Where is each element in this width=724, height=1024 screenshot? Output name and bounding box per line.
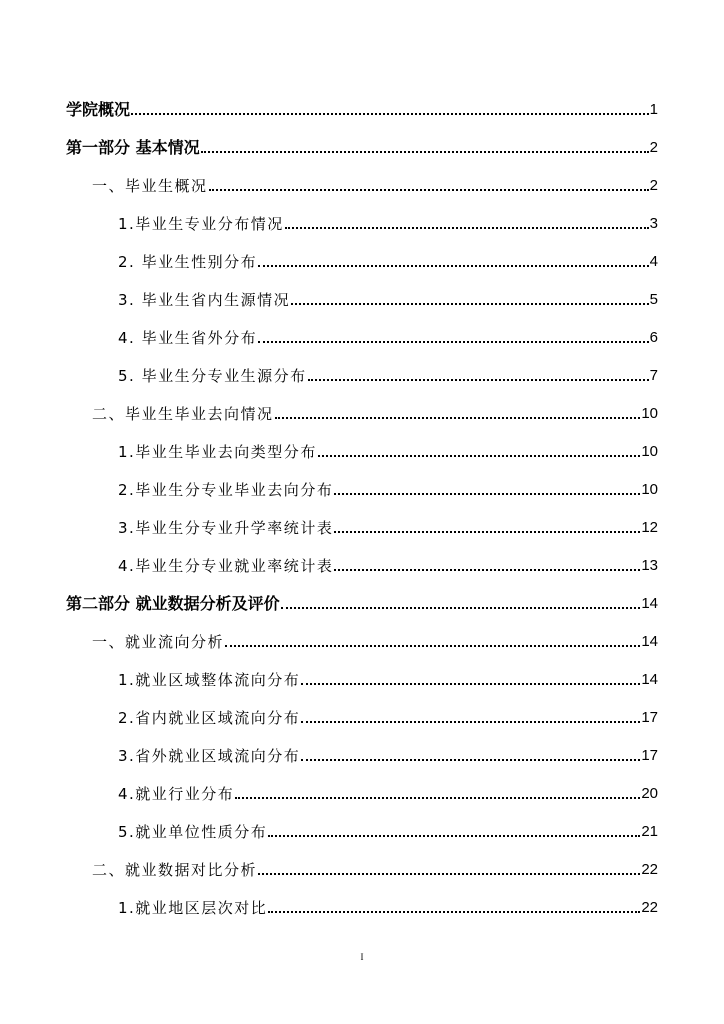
dot-leader bbox=[318, 455, 640, 457]
dot-leader bbox=[201, 151, 649, 153]
dot-leader bbox=[131, 113, 649, 115]
toc-entry-title: 1.毕业生毕业去向类型分布 bbox=[118, 443, 317, 461]
toc-entry-page: 5 bbox=[649, 291, 658, 308]
toc-entry-page: 2 bbox=[649, 177, 658, 194]
dot-leader bbox=[301, 759, 640, 761]
toc-entry-title: 2. 毕业生性别分布 bbox=[118, 253, 258, 271]
toc-entry-graduate-overview[interactable] bbox=[92, 172, 658, 196]
toc-entry-employer-type-distribution[interactable] bbox=[118, 818, 658, 842]
dot-leader bbox=[275, 417, 641, 419]
toc-entry-page: 22 bbox=[641, 861, 658, 878]
toc-entry-title: 1.毕业生专业分布情况 bbox=[118, 215, 284, 233]
dot-leader bbox=[209, 189, 649, 191]
toc-entry-title: 学院概况 bbox=[66, 100, 131, 119]
toc-entry-page: 6 bbox=[649, 329, 658, 346]
toc-entry-destination-types[interactable] bbox=[118, 438, 658, 462]
toc-entry-title: 2.毕业生分专业毕业去向分布 bbox=[118, 481, 334, 499]
toc-entry-title: 二、就业数据对比分析 bbox=[92, 861, 258, 879]
toc-entry-title: 5.就业单位性质分布 bbox=[118, 823, 268, 841]
dot-leader bbox=[268, 835, 640, 837]
toc-entry-page: 10 bbox=[641, 481, 658, 498]
toc-entry-page: 2 bbox=[649, 139, 658, 156]
toc-entry-page: 7 bbox=[649, 367, 658, 384]
dot-leader bbox=[291, 303, 649, 305]
dot-leader bbox=[301, 721, 640, 723]
toc-entry-overall-regional-flow[interactable] bbox=[118, 666, 658, 690]
toc-entry-part-two[interactable] bbox=[66, 590, 658, 614]
toc-entry-employment-rate[interactable] bbox=[118, 552, 658, 576]
toc-entry-title: 4. 毕业生省外分布 bbox=[118, 329, 258, 347]
toc-entry-industry-distribution[interactable] bbox=[118, 780, 658, 804]
toc-entry-page: 22 bbox=[641, 899, 658, 916]
toc-entry-source-by-major[interactable] bbox=[118, 362, 658, 386]
toc-entry-graduate-destinations[interactable] bbox=[92, 400, 658, 424]
toc-entry-title: 4.就业行业分布 bbox=[118, 785, 235, 803]
toc-entry-destinations-by-major[interactable] bbox=[118, 476, 658, 500]
dot-leader bbox=[285, 227, 649, 229]
toc-entry-page: 20 bbox=[641, 785, 658, 802]
toc-entry-gender-distribution[interactable] bbox=[118, 248, 658, 272]
toc-entry-part-one[interactable] bbox=[66, 134, 658, 158]
toc-entry-page: 14 bbox=[641, 671, 658, 688]
toc-entry-page: 21 bbox=[641, 823, 658, 840]
toc-entry-title: 4.毕业生分专业就业率统计表 bbox=[118, 557, 334, 575]
toc-entry-comparative-analysis[interactable] bbox=[92, 856, 658, 880]
toc-entry-page: 12 bbox=[641, 519, 658, 536]
dot-leader bbox=[334, 569, 640, 571]
toc-entry-page: 10 bbox=[641, 405, 658, 422]
toc-entry-title: 二、毕业生毕业去向情况 bbox=[92, 405, 274, 423]
toc-entry-employment-flow[interactable] bbox=[92, 628, 658, 652]
toc-entry-in-province-source[interactable] bbox=[118, 286, 658, 310]
toc-entry-page: 1 bbox=[649, 101, 658, 118]
toc-entry-page: 17 bbox=[641, 747, 658, 764]
dot-leader bbox=[334, 493, 640, 495]
dot-leader bbox=[301, 683, 640, 685]
dot-leader bbox=[281, 607, 641, 609]
toc-entry-further-study-rate[interactable] bbox=[118, 514, 658, 538]
toc-entry-page: 3 bbox=[649, 215, 658, 232]
page-number: I bbox=[360, 952, 364, 962]
toc-entry-page: 13 bbox=[641, 557, 658, 574]
toc-entry-out-of-province-flow[interactable] bbox=[118, 742, 658, 766]
toc-entry-title: 3.省外就业区域流向分布 bbox=[118, 747, 301, 765]
toc-entry-title: 一、毕业生概况 bbox=[92, 177, 208, 195]
toc-entry-title: 3. 毕业生省内生源情况 bbox=[118, 291, 291, 309]
toc-entry-title: 3.毕业生分专业升学率统计表 bbox=[118, 519, 334, 537]
toc-entry-in-province-flow[interactable] bbox=[118, 704, 658, 728]
toc-entry-page: 10 bbox=[641, 443, 658, 460]
toc-entry-regional-level-comparison[interactable] bbox=[118, 894, 658, 918]
toc-entry-college-overview[interactable] bbox=[66, 96, 658, 120]
toc-entry-title: 2.省内就业区域流向分布 bbox=[118, 709, 301, 727]
toc-entry-major-distribution[interactable] bbox=[118, 210, 658, 234]
toc-entry-title: 5. 毕业生分专业生源分布 bbox=[118, 367, 307, 385]
dot-leader bbox=[258, 341, 649, 343]
toc-entry-title: 一、就业流向分析 bbox=[92, 633, 225, 651]
dot-leader bbox=[235, 797, 640, 799]
toc-entry-title: 第二部分 就业数据分析及评价 bbox=[66, 594, 280, 613]
toc-entry-title: 1.就业地区层次对比 bbox=[118, 899, 268, 917]
toc-entry-out-of-province-distribution[interactable] bbox=[118, 324, 658, 348]
toc-entry-page: 14 bbox=[641, 595, 658, 612]
toc-entry-title: 第一部分 基本情况 bbox=[66, 138, 200, 157]
toc-entry-page: 14 bbox=[641, 633, 658, 650]
dot-leader bbox=[258, 265, 649, 267]
dot-leader bbox=[225, 645, 640, 647]
toc-entry-page: 17 bbox=[641, 709, 658, 726]
toc-entry-title: 1.就业区域整体流向分布 bbox=[118, 671, 301, 689]
dot-leader bbox=[308, 379, 649, 381]
dot-leader bbox=[334, 531, 640, 533]
dot-leader bbox=[268, 911, 640, 913]
toc-entry-page: 4 bbox=[649, 253, 658, 270]
dot-leader bbox=[258, 873, 640, 875]
